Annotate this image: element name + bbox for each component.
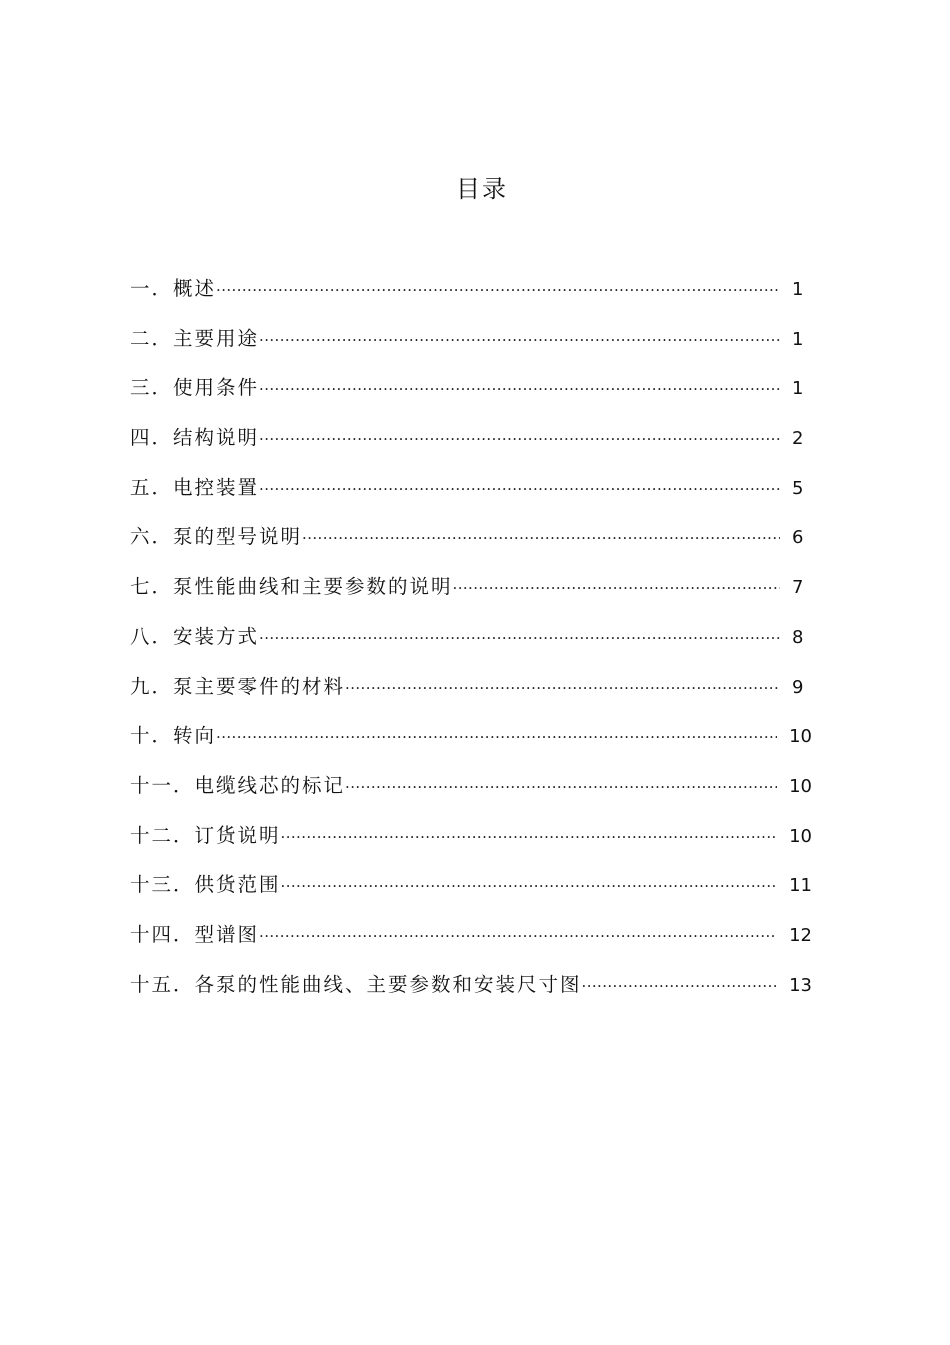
- toc-entry-title: 安装方式: [173, 624, 260, 648]
- toc-entry-number: 二．: [130, 326, 174, 350]
- toc-entry-title: 订货说明: [194, 823, 281, 847]
- toc-entry-11[interactable]: [130, 769, 812, 819]
- toc-entry-page: 8: [792, 626, 804, 648]
- toc-entry-page: 2: [792, 428, 804, 450]
- toc-entry-5[interactable]: [130, 471, 812, 521]
- toc-entry-6[interactable]: [130, 520, 812, 570]
- dot-leader: [582, 969, 778, 1003]
- toc-entry-title: 电缆线芯的标记: [194, 773, 346, 797]
- dot-leader: [259, 372, 780, 406]
- toc-entry-page: 11: [789, 875, 812, 897]
- toc-entry-page: 13: [789, 974, 812, 996]
- dot-leader: [216, 720, 777, 754]
- toc-entry-page: 10: [789, 775, 812, 797]
- toc-entry-number: 五．: [130, 475, 174, 499]
- toc-entry-7[interactable]: [130, 570, 812, 620]
- toc-entry-page: 12: [789, 924, 812, 946]
- toc-entry-number: 十五．: [130, 972, 195, 996]
- toc-entry-title: 电控装置: [173, 475, 260, 499]
- toc-entry-page: 5: [792, 477, 804, 499]
- toc-entry-9[interactable]: [130, 670, 812, 720]
- dot-leader: [345, 770, 777, 804]
- toc-entry-4[interactable]: [130, 421, 812, 471]
- toc-entry-number: 四．: [130, 426, 174, 450]
- dot-leader: [259, 621, 780, 655]
- toc-entry-8[interactable]: [130, 620, 812, 670]
- toc-entry-page: 1: [792, 328, 804, 350]
- dot-leader: [259, 919, 777, 953]
- toc-entry-title: 转向: [173, 724, 217, 748]
- toc-entry-2[interactable]: [130, 322, 812, 372]
- toc-entry-number: 十．: [130, 724, 174, 748]
- toc-entry-title: 泵性能曲线和主要参数的说明: [173, 575, 453, 599]
- toc-entry-page: 9: [792, 676, 804, 698]
- dot-leader: [302, 521, 780, 555]
- toc-entry-number: 八．: [130, 624, 174, 648]
- dot-leader: [345, 671, 780, 705]
- toc-entry-title: 主要用途: [173, 326, 260, 350]
- dot-leader: [259, 422, 780, 456]
- toc-entry-page: 6: [792, 527, 804, 549]
- toc-entry-number: 一．: [130, 277, 174, 300]
- toc-entry-title: 泵主要零件的材料: [173, 674, 346, 698]
- toc-entry-page: 7: [792, 577, 804, 599]
- toc-entry-title: 各泵的性能曲线、主要参数和安装尺寸图: [194, 972, 582, 996]
- toc-entry-page: 10: [789, 726, 812, 748]
- toc-entry-page: 1: [792, 378, 804, 400]
- toc-entry-number: 十四．: [130, 922, 195, 946]
- toc-entry-13[interactable]: [130, 868, 812, 918]
- table-of-contents: [130, 272, 812, 1017]
- toc-entry-number: 十二．: [130, 823, 195, 847]
- toc-entry-title: 供货范围: [194, 873, 281, 897]
- dot-leader: [216, 273, 780, 307]
- toc-entry-12[interactable]: [130, 819, 812, 869]
- toc-entry-14[interactable]: [130, 918, 812, 968]
- toc-entry-10[interactable]: [130, 719, 812, 769]
- dot-leader: [453, 571, 780, 605]
- toc-entry-page: 1: [792, 279, 804, 300]
- toc-entry-number: 三．: [130, 376, 174, 400]
- dot-leader: [281, 820, 778, 854]
- toc-entry-number: 十一．: [130, 773, 195, 797]
- dot-leader: [281, 869, 778, 903]
- page-title: 目录: [456, 175, 508, 203]
- toc-entry-number: 九．: [130, 674, 174, 698]
- toc-entry-title: 泵的型号说明: [173, 525, 303, 549]
- toc-entry-1[interactable]: [130, 272, 812, 322]
- toc-entry-title: 型谱图: [194, 922, 260, 946]
- toc-entry-number: 十三．: [130, 873, 195, 897]
- toc-entry-page: 10: [789, 825, 812, 847]
- dot-leader: [259, 323, 780, 357]
- toc-entry-15[interactable]: [130, 968, 812, 1018]
- dot-leader: [259, 472, 780, 506]
- toc-entry-title: 结构说明: [173, 426, 260, 450]
- toc-entry-title: 使用条件: [173, 376, 260, 400]
- toc-entry-3[interactable]: [130, 371, 812, 421]
- toc-entry-number: 七．: [130, 575, 174, 599]
- toc-entry-number: 六．: [130, 525, 174, 549]
- toc-entry-title: 概述: [173, 277, 217, 300]
